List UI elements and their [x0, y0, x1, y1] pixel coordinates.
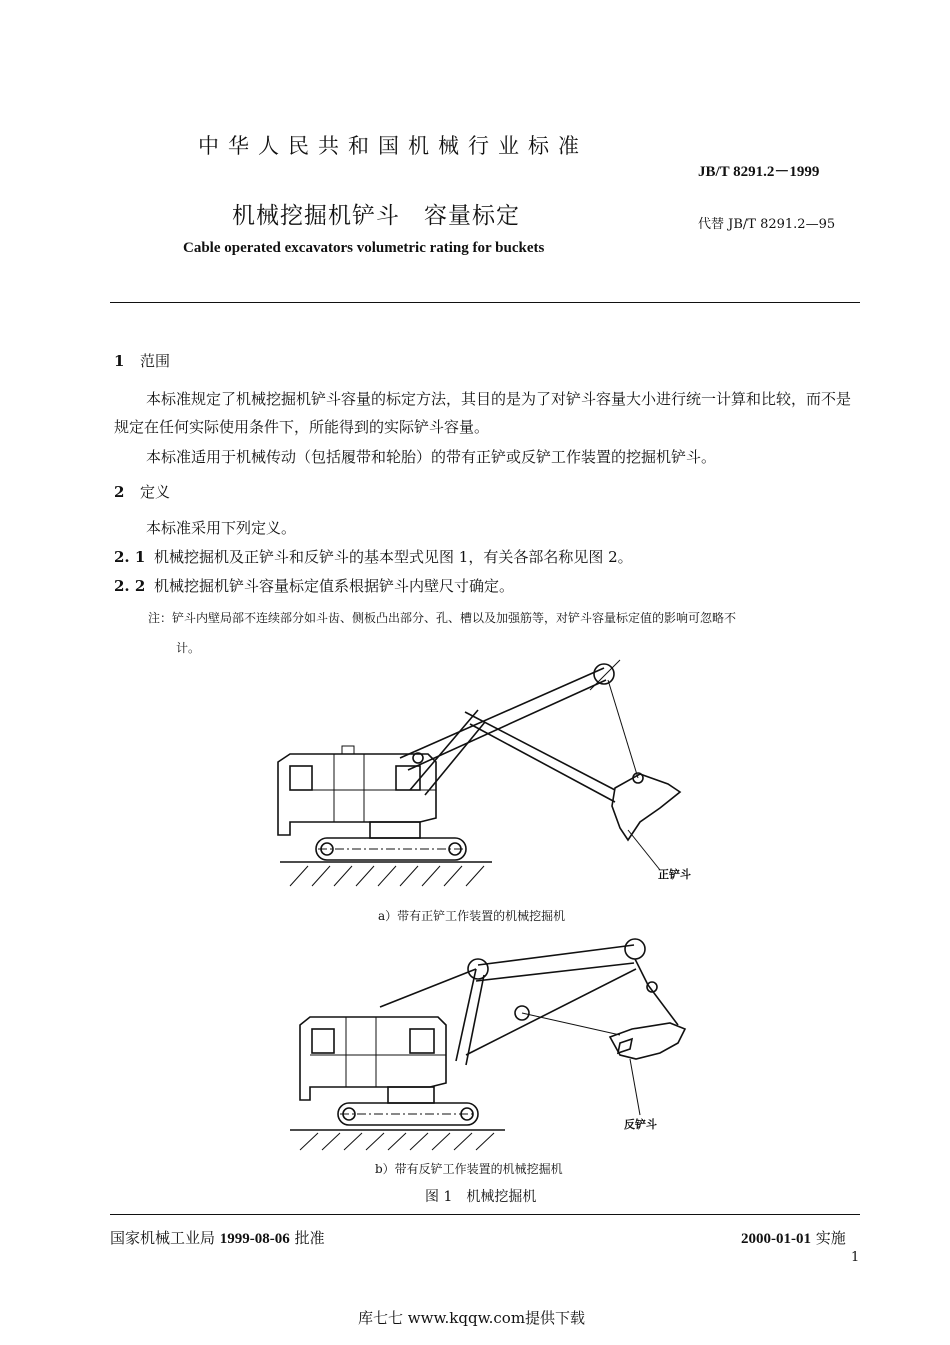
stick-lower — [648, 985, 678, 1025]
section-1-number: 1 — [114, 352, 125, 370]
header-divider — [110, 302, 860, 303]
backhoe-bucket — [610, 1023, 685, 1059]
figure-a-caption: a）带有正铲工作装置的机械挖掘机 — [378, 909, 566, 923]
hoist-rope — [608, 680, 638, 778]
drag-rope — [522, 1013, 620, 1035]
backhoe-bucket-label: 反铲斗 — [624, 1118, 657, 1131]
clause-2-2 — [114, 572, 862, 600]
stick-arm-upper — [465, 712, 615, 790]
boom-upper — [400, 668, 604, 758]
implementation-line — [741, 1227, 846, 1248]
note-line-2: 计。 — [176, 641, 201, 655]
dipper-stick-left — [410, 710, 478, 790]
page-number: 1 — [851, 1250, 860, 1265]
boom-top-b — [478, 945, 634, 965]
clause-2-2-number: 2. 2 — [114, 577, 146, 595]
stick-arm-lower — [470, 724, 615, 802]
approve-date: 1999-08-06 — [219, 1231, 290, 1247]
turntable-b — [388, 1087, 434, 1103]
section-1-heading — [114, 350, 170, 371]
approval-line — [110, 1227, 325, 1248]
replaces-standard: 代替 JB/T 8291.2—95 — [698, 217, 836, 232]
standard-category-title: 中华人民共和国机械行业标准 — [198, 134, 588, 158]
stick-upper — [635, 959, 648, 985]
bucket-leader-line — [628, 830, 660, 870]
front-shovel-bucket — [612, 774, 680, 840]
implementation-word: 实施 — [815, 1229, 846, 1247]
clause-2-1-text: 机械挖掘机及正铲斗和反铲斗的基本型式见图 1，有关各部名称见图 2。 — [154, 548, 633, 566]
ground-hatching — [290, 866, 484, 886]
bucket-leader-line-b — [630, 1059, 640, 1115]
english-title: Cable operated excavators volumetric rating for buckets — [183, 240, 545, 256]
a-frame-top — [380, 969, 476, 1007]
section-2-number: 2 — [114, 483, 125, 501]
figure-1-title: 图 1 机械挖掘机 — [425, 1189, 537, 1205]
a-frame-rear-leg — [456, 969, 476, 1061]
implementation-date: 2000-01-01 — [741, 1231, 811, 1247]
section-2-paragraph-1: 本标准采用下列定义。 — [146, 519, 297, 537]
approve-word: 批准 — [294, 1229, 325, 1247]
ground-hatching-b — [300, 1133, 494, 1150]
cab-window-rear-b — [312, 1029, 334, 1053]
section-2-heading — [114, 481, 170, 502]
backhoe-excavator-drawing — [280, 925, 710, 1165]
a-frame-sheave — [468, 959, 488, 979]
figure-b-caption: b）带有反铲工作装置的机械挖掘机 — [375, 1162, 563, 1176]
boom-lower-chord — [466, 969, 636, 1055]
note-line-1: 注：铲斗内壁局部不连续部分如斗齿、侧板凸出部分、孔、槽以及加强筋等，对铲斗容量标定值的影响可忽略不 — [148, 611, 737, 625]
turntable — [370, 822, 420, 838]
front-shovel-excavator-drawing — [260, 650, 730, 900]
clause-2-1-number: 2. 1 — [114, 548, 146, 566]
section-1-paragraph-2: 本标准适用于机械传动（包括履带和轮胎）的带有正铲或反铲工作装置的挖掘机铲斗。 — [146, 448, 717, 466]
cab-window-rear — [290, 766, 312, 790]
download-watermark: 库七七 www.kqqw.com提供下载 — [358, 1309, 586, 1327]
boom-tip-sheave — [625, 939, 645, 959]
clause-2-1 — [114, 543, 862, 571]
issuer: 国家机械工业局 — [110, 1229, 216, 1247]
clause-2-2-text: 机械挖掘机铲斗容量标定值系根据铲斗内壁尺寸确定。 — [154, 577, 515, 595]
footer-divider — [110, 1214, 860, 1215]
cab-window-front-b — [410, 1029, 434, 1053]
front-shovel-bucket-label: 正铲斗 — [658, 868, 691, 881]
a-frame-front-leg — [466, 975, 484, 1065]
document-title: 机械挖掘机铲斗 容量标定 — [232, 203, 520, 229]
section-1-paragraph-1: 本标准规定了机械挖掘机铲斗容量的标定方法，其目的是为了对铲斗容量大小进行统一计算和比较，而不是规定在任何实际使用条件下，所能得到的实际铲斗容量。 — [114, 390, 852, 436]
section-2-title: 定义 — [140, 483, 171, 501]
section-1-title: 范围 — [140, 352, 171, 370]
boom-bottom-b — [476, 963, 634, 981]
bucket-teeth — [618, 1039, 632, 1053]
gantry-base — [342, 746, 354, 754]
standard-code: JB/T 8291.2－1999 — [698, 164, 820, 180]
